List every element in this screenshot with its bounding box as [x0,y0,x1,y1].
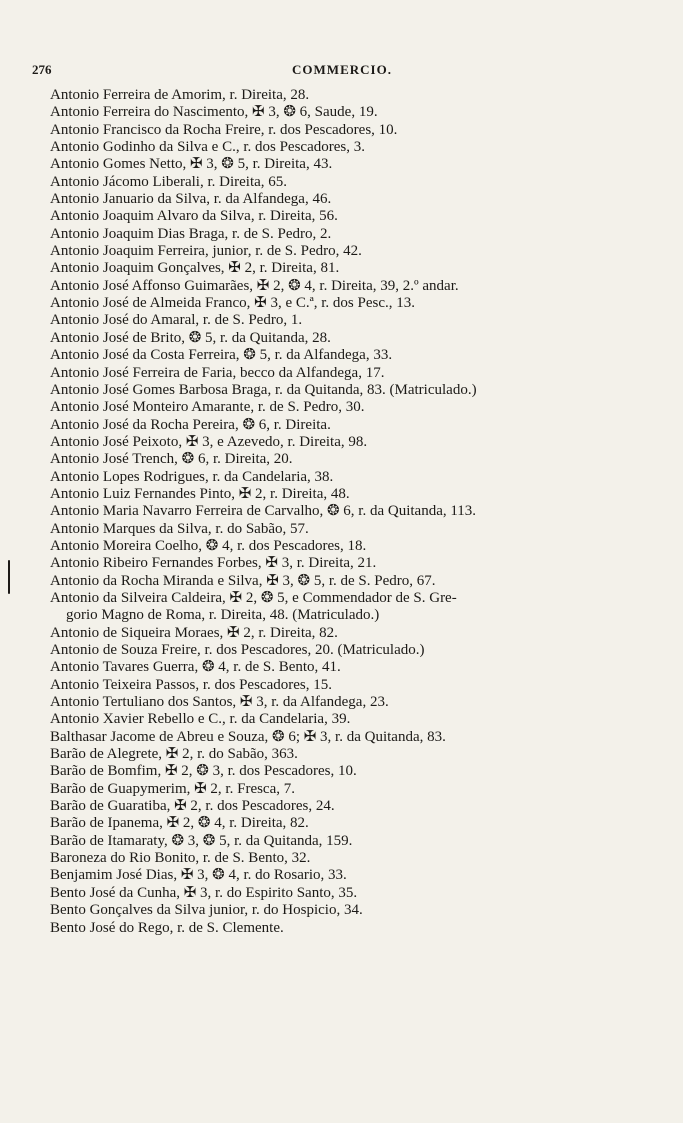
list-item: Antonio José Monteiro Amarante, r. de S. Pedro, 30. [50,399,365,416]
running-head: COMMERCIO. [292,62,392,77]
list-item: Barão de Ipanema, ✠ 2, ❂ 4, r. Direita, 82. [50,815,309,832]
list-item: Antonio José de Brito, ❂ 5, r. da Quitanda, 28. [50,329,331,346]
list-item: Antonio Tertuliano dos Santos, ✠ 3, r. da Alfandega, 23. [50,694,389,711]
list-item: Antonio José Ferreira de Faria, becco da Alfandega, 17. [50,364,385,381]
list-item: Antonio Luiz Fernandes Pinto, ✠ 2, r. Direita, 48. [50,485,350,502]
list-item: Antonio Francisco da Rocha Freire, r. dos Pescadores, 10. [50,121,398,138]
list-item: Antonio Xavier Rebello e C., r. da Candelaria, 39. [50,711,351,728]
list-item: Barão de Guaratiba, ✠ 2, r. dos Pescadores, 24. [50,798,335,815]
list-item: Balthasar Jacome de Abreu e Souza, ❂ 6; ✠ 3, r. da Quitanda, 83. [50,728,446,745]
list-item: Antonio da Rocha Miranda e Silva, ✠ 3, ❂ 5, r. de S. Pedro, 67. [50,572,436,589]
list-item: Antonio Ribeiro Fernandes Forbes, ✠ 3, r. Direita, 21. [50,555,377,572]
list-item: Antonio José da Costa Ferreira, ❂ 5, r. da Alfandega, 33. [50,347,393,364]
list-item: Antonio Lopes Rodrigues, r. da Candelaria, 38. [50,468,334,485]
directory-list [50,87,640,937]
list-item: Bento José da Cunha, ✠ 3, r. do Espirito Santo, 35. [50,884,358,901]
list-item: Antonio Maria Navarro Ferreira de Carvalho, ❂ 6, r. da Quitanda, 113. [50,503,477,520]
list-item: Antonio de Souza Freire, r. dos Pescadores, 20. (Matriculado.) [50,642,425,658]
list-item: Antonio Januario da Silva, r. da Alfandega, 46. [50,191,332,208]
list-item: Antonio Joaquim Ferreira, junior, r. de S. Pedro, 42. [50,243,362,260]
list-item: Baroneza do Rio Bonito, r. de S. Bento, 32. [50,850,311,867]
list-item: Antonio Ferreira do Nascimento, ✠ 3, ❂ 6, Saude, 19. [50,104,378,121]
list-item: Antonio Jácomo Liberali, r. Direita, 65. [50,173,288,190]
list-item: Antonio da Silveira Caldeira, ✠ 2, ❂ 5, e Commendador de S. Gre- [50,589,457,606]
list-item: Antonio José Trench, ❂ 6, r. Direita, 20. [50,451,293,468]
list-item: Antonio de Siqueira Moraes, ✠ 2, r. Direita, 82. [50,624,338,641]
list-item: Barão de Itamaraty, ❂ 3, ❂ 5, r. da Quitanda, 159. [50,832,353,849]
list-item: Antonio José de Almeida Franco, ✠ 3, e C.ª, r. dos Pesc., 13. [50,295,416,312]
list-item: Antonio Gomes Netto, ✠ 3, ❂ 5, r. Direita, 43. [50,156,333,173]
list-item: Antonio Joaquim Dias Braga, r. de S. Pedro, 2. [50,225,332,242]
page-number: 276 [32,62,52,77]
margin-mark [8,560,10,594]
list-item: Antonio Moreira Coelho, ❂ 4, r. dos Pescadores, 18. [50,537,367,554]
list-item: Benjamim José Dias, ✠ 3, ❂ 4, r. do Rosario, 33. [50,867,347,884]
list-item: Antonio Joaquim Alvaro da Silva, r. Direita, 56. [50,208,338,225]
list-item: Barão de Alegrete, ✠ 2, r. do Sabão, 363. [50,746,298,763]
list-item: Antonio Teixeira Passos, r. dos Pescadores, 15. [50,676,332,693]
page-header [32,62,652,82]
list-item: Antonio José Affonso Guimarães, ✠ 2, ❂ 4, r. Direita, 39, 2.º andar. [50,277,459,294]
list-item: Antonio José do Amaral, r. de S. Pedro, 1. [50,312,303,329]
list-item: Barão de Guapymerim, ✠ 2, r. Fresca, 7. [50,780,296,797]
list-item: Antonio Joaquim Gonçalves, ✠ 2, r. Direita, 81. [50,260,340,277]
list-item: Antonio Marques da Silva, r. do Sabão, 57. [50,520,309,537]
list-item: Antonio José Gomes Barbosa Braga, r. da Quitanda, 83. (Matriculado.) [50,381,477,398]
list-item: Antonio José Peixoto, ✠ 3, e Azevedo, r. Direita, 98. [50,433,368,450]
list-item-continuation: gorio Magno de Roma, r. Direita, 48. (Matriculado.) [66,607,380,624]
list-item: Barão de Bomfim, ✠ 2, ❂ 3, r. dos Pescadores, 10. [50,763,357,780]
list-item: Antonio Tavares Guerra, ❂ 4, r. de S. Bento, 41. [50,659,341,676]
list-item: Antonio José da Rocha Pereira, ❂ 6, r. Direita. [50,416,331,433]
list-item: Antonio Godinho da Silva e C., r. dos Pescadores, 3. [50,139,365,156]
list-item: Antonio Ferreira de Amorim, r. Direita, 28. [50,87,310,103]
list-item: Bento Gonçalves da Silva junior, r. do Hospicio, 34. [50,902,363,919]
list-item: Bento José do Rego, r. de S. Clemente. [50,919,284,936]
